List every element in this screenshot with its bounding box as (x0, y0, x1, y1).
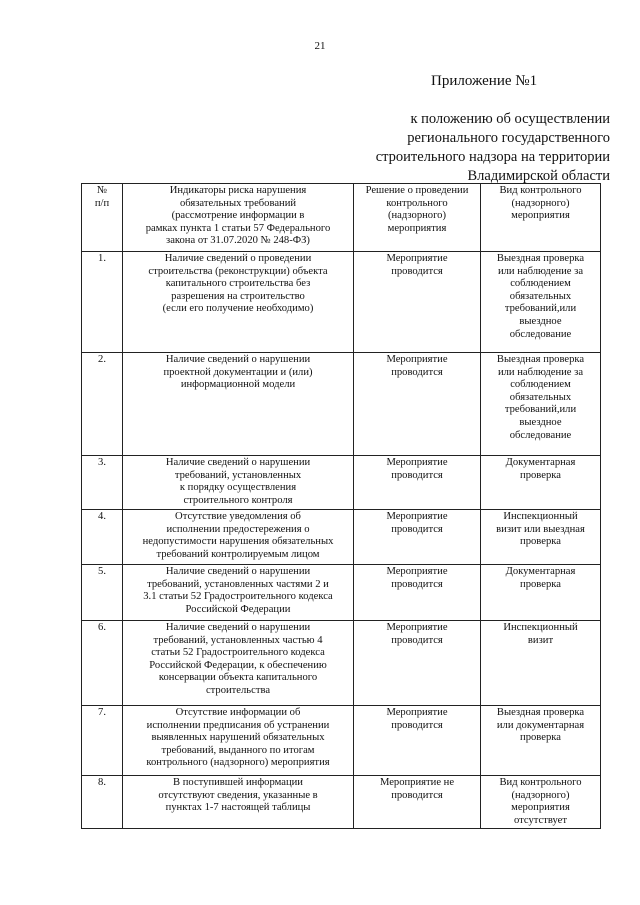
indicator-cell (123, 510, 354, 565)
decision-cell (354, 776, 481, 829)
table-row (82, 621, 601, 706)
inspection-type-cell (481, 776, 601, 829)
cell-line: статьи 52 Градостроительного кодекса (151, 647, 325, 659)
cell-line: обязательных (509, 391, 572, 403)
cell-line: Документарная (505, 566, 576, 577)
header-decision (354, 184, 481, 252)
cell-line: обязательных (509, 290, 572, 302)
cell-line: обследование (509, 328, 572, 340)
cell-line: Мероприятие (386, 253, 448, 264)
cell-line: визит (527, 634, 554, 646)
appendix-title: Приложение №1 (431, 73, 538, 89)
cell-line: требований, установленных частями 2 и (147, 578, 329, 590)
cell-line: Наличие сведений о проведении (164, 253, 312, 264)
cell-line: контрольного (надзорного) мероприятия (146, 757, 330, 769)
indicator-cell (123, 353, 354, 456)
regulation-ref-line: к положению об осуществлении (410, 111, 610, 127)
regulation-ref-line: строительного надзора на территории (375, 149, 610, 165)
cell-line: требований, установленных частью 4 (153, 634, 323, 646)
cell-line: Мероприятие не (379, 777, 455, 788)
header-number (82, 184, 123, 252)
table-row (82, 510, 601, 565)
cell-line: требований, выданного по итогам (161, 744, 315, 756)
header-line: (рассмотрение информации в (171, 210, 305, 222)
table-row (82, 353, 601, 456)
indicator-cell (123, 706, 354, 776)
cell-line: Выездная проверка (496, 354, 585, 365)
inspection-type-cell (481, 252, 601, 353)
cell-line: или документарная (496, 719, 585, 731)
cell-line: В поступившей информации (173, 777, 303, 788)
cell-line: или наблюдение за (497, 366, 584, 378)
decision-cell (354, 456, 481, 510)
inspection-type-cell (481, 510, 601, 565)
row-number: 8. (82, 776, 123, 829)
cell-line: проверка (520, 732, 561, 744)
header-line: обязательных требований (179, 197, 297, 209)
cell-line: проводится (391, 366, 443, 378)
decision-cell (354, 706, 481, 776)
cell-line: проводится (391, 265, 443, 277)
cell-line: требований контролируемым лицом (156, 548, 320, 560)
cell-line: Выездная проверка (496, 253, 585, 264)
row-number: 7. (82, 706, 123, 776)
cell-line: Мероприятие (386, 511, 448, 522)
header-line: закона от 31.07.2020 № 248-ФЗ) (166, 235, 310, 247)
header-line: п/п (94, 197, 110, 209)
cell-line: 3.1 статьи 52 Градостроительного кодекса (143, 591, 333, 603)
header-line: мероприятия (511, 210, 570, 222)
cell-line: проверка (520, 536, 561, 548)
cell-line: Наличие сведений о нарушении (165, 354, 311, 365)
cell-line: Наличие сведений о нарушении (165, 457, 311, 468)
cell-line: Наличие сведений о нарушении (165, 566, 311, 577)
decision-cell (354, 565, 481, 621)
cell-line: Отсутствие уведомления об (175, 511, 301, 522)
table-header-row (82, 184, 601, 252)
header-inspection-type (481, 184, 601, 252)
cell-line: исполнении предписания об устранении (146, 719, 330, 731)
indicator-cell (123, 252, 354, 353)
cell-line: Инспекционный (503, 511, 578, 522)
cell-line: отсутствует (514, 814, 567, 826)
table-row (82, 252, 601, 353)
cell-line: пунктах 1-7 настоящей таблицы (165, 802, 311, 814)
cell-line: Мероприятие (386, 622, 448, 633)
cell-line: обследование (509, 429, 572, 441)
decision-cell (354, 353, 481, 456)
cell-line: Документарная (505, 457, 576, 468)
table-row (82, 706, 601, 776)
cell-line: выездное (519, 315, 562, 327)
inspection-type-cell (481, 621, 601, 706)
cell-line: (надзорного) (511, 789, 570, 801)
cell-line: строительства (реконструкции) объекта (148, 265, 328, 277)
indicator-cell (123, 776, 354, 829)
header-line: мероприятия (387, 222, 447, 234)
decision-cell (354, 621, 481, 706)
cell-line: Отсутствие информации об (175, 707, 301, 718)
cell-line: проверка (520, 578, 561, 590)
regulation-ref-line: регионального государственного (407, 130, 610, 146)
header-line: № (96, 185, 108, 196)
inspection-type-cell (481, 565, 601, 621)
cell-line: проводится (391, 719, 443, 731)
indicator-cell (123, 456, 354, 510)
row-number: 1. (82, 252, 123, 353)
cell-line: проводится (391, 634, 443, 646)
decision-cell (354, 252, 481, 353)
row-number: 4. (82, 510, 123, 565)
risk-indicators-table (81, 183, 601, 829)
decision-cell (354, 510, 481, 565)
inspection-type-cell (481, 706, 601, 776)
header-indicator (123, 184, 354, 252)
cell-line: Мероприятие (386, 707, 448, 718)
cell-line: Инспекционный (503, 622, 578, 633)
page-number: 21 (314, 40, 326, 52)
cell-line: визит или выездная (496, 523, 585, 535)
cell-line: Мероприятие (386, 566, 448, 577)
cell-line: мероприятия (511, 802, 570, 814)
cell-line: Наличие сведений о нарушении (165, 622, 311, 633)
row-number: 3. (82, 456, 123, 510)
cell-line: информационной модели (180, 379, 296, 391)
header-line: рамках пункта 1 статьи 57 Федерального (145, 222, 331, 234)
cell-line: Мероприятие (386, 457, 448, 468)
header-line: (надзорного) (511, 197, 570, 209)
cell-line: отсутствуют сведения, указанные в (158, 789, 318, 801)
header-line: контрольного (386, 197, 448, 209)
cell-line: проводится (391, 789, 443, 801)
cell-line: строительного контроля (183, 494, 293, 506)
cell-line: Выездная проверка (496, 707, 585, 718)
cell-line: требований, установленных (174, 469, 302, 481)
cell-line: разрешения на строительство (171, 290, 305, 302)
row-number: 2. (82, 353, 123, 456)
cell-line: проводится (391, 578, 443, 590)
header-line: Индикаторы риска нарушения (169, 185, 307, 196)
regulation-ref-line: Владимирской области (467, 168, 610, 184)
cell-line: проектной документации и (или) (163, 366, 313, 378)
cell-line: к порядку осуществления (179, 482, 297, 494)
cell-line: проводится (391, 469, 443, 481)
cell-line: выявленных нарушений обязательных (151, 732, 325, 744)
cell-line: Мероприятие (386, 354, 448, 365)
cell-line: соблюдением (510, 379, 571, 391)
cell-line: строительства (205, 684, 271, 696)
cell-line: или наблюдение за (497, 265, 584, 277)
cell-line: (если его получение необходимо) (162, 303, 314, 315)
cell-line: консервации объекта капитального (158, 672, 318, 684)
cell-line: проводится (391, 523, 443, 535)
header-line: Вид контрольного (499, 185, 582, 196)
indicator-cell (123, 565, 354, 621)
indicator-cell (123, 621, 354, 706)
cell-line: капитального строительства без (165, 278, 311, 290)
row-number: 5. (82, 565, 123, 621)
table-row (82, 456, 601, 510)
cell-line: исполнении предостережения о (166, 523, 310, 535)
table-row (82, 776, 601, 829)
cell-line: проверка (520, 469, 561, 481)
cell-line: недопустимости нарушения обязательных (142, 536, 334, 548)
cell-line: требований,или (504, 404, 577, 416)
cell-line: Вид контрольного (499, 777, 582, 788)
table-row (82, 565, 601, 621)
cell-line: требований,или (504, 303, 577, 315)
header-line: Решение о проведении (365, 185, 469, 196)
cell-line: выездное (519, 416, 562, 428)
inspection-type-cell (481, 456, 601, 510)
cell-line: Российской Федерации (185, 603, 291, 615)
header-line: (надзорного) (387, 210, 446, 222)
regulation-reference (340, 110, 610, 186)
inspection-type-cell (481, 353, 601, 456)
row-number: 6. (82, 621, 123, 706)
cell-line: Российской Федерации, к обеспечению (149, 659, 327, 671)
cell-line: соблюдением (510, 278, 571, 290)
